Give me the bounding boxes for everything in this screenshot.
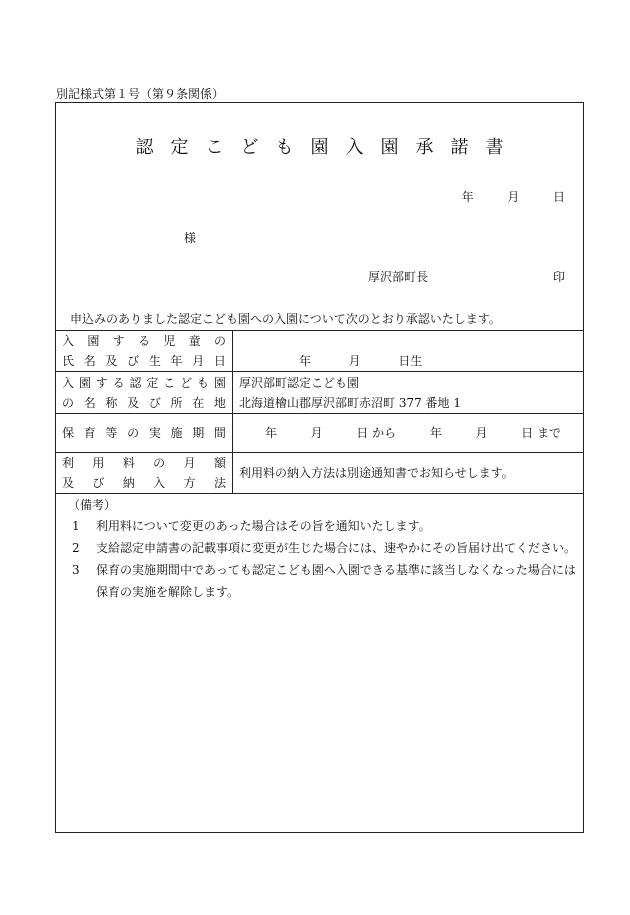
period-range: 年 月 日 から 年 月 日 まで (265, 426, 561, 440)
issuer-name: 厚沢部町長 (368, 270, 429, 284)
remarks-item (68, 559, 578, 603)
child-label (56, 331, 233, 371)
remarks-item (68, 537, 578, 559)
date-day: 日 (552, 190, 565, 204)
issue-date (462, 188, 565, 205)
seal-mark: 印 (552, 270, 565, 284)
remarks-item-number: 2 (72, 541, 80, 555)
fee-label-line2: 及 び 納 入 方 法 (62, 476, 226, 490)
remarks-item-number: 3 (72, 563, 80, 577)
remarks-heading: （備考） (68, 498, 117, 512)
facility-name: 厚沢部町認定こども園 (239, 375, 360, 390)
table-row-child (56, 331, 583, 371)
table-row-facility (56, 371, 583, 413)
period-value (233, 414, 583, 452)
facility-address: 北海道檜山郡厚沢部町赤沼町 377 番地 1 (239, 395, 461, 410)
date-month: 月 (507, 190, 520, 204)
birth-date: 年 月 日生 (299, 354, 423, 368)
remarks-item-text: 保育の実施期間中であっても認定こども園へ入園できる基準に該当しなくなった場合には保育の実施を解除します。 (96, 563, 576, 599)
child-value (233, 331, 583, 371)
fee-label (56, 453, 233, 493)
remarks-item-number: 1 (72, 519, 80, 533)
facility-label-line2: の 名 称 及 び 所 在 地 (62, 395, 226, 410)
table-row-period (56, 413, 583, 452)
date-year: 年 (461, 190, 474, 204)
document-title: 認定こども園入園承諾書 (135, 137, 521, 158)
remarks-item (68, 515, 578, 537)
form-frame (55, 102, 584, 833)
fee-text: 利用料の納入方法は別途通知書でお知らせします。 (239, 466, 514, 480)
child-label-line1: 入 園 す る 児 童 の (62, 334, 226, 348)
fee-value (233, 453, 583, 493)
intro-text: 申込みのありました認定こども園への入園について次のとおり承認いたします。 (70, 312, 501, 326)
remarks-section (68, 495, 578, 603)
facility-label-line1: 入 園 す る 認 定 こ ど も 園 (62, 375, 226, 390)
form-reference: 別記様式第１号（第９条関係） (56, 87, 225, 101)
facility-label (56, 372, 233, 413)
period-label (56, 414, 233, 452)
facility-value (233, 372, 583, 413)
period-label-line: 保 育 等 の 実 施 期 間 (62, 426, 226, 440)
details-table (56, 330, 583, 494)
fee-label-line1: 利 用 料 の 月 額 (62, 456, 226, 470)
remarks-item-text: 支給認定申請書の記載事項に変更が生じた場合には、速やかにその旨届け出てください。 (96, 541, 577, 555)
addressee-suffix: 様 (184, 231, 197, 245)
child-label-line2: 氏 名 及 び 生 年 月 日 (62, 354, 226, 368)
remarks-item-text: 利用料について変更のあった場合はその旨を通知いたします。 (96, 519, 431, 533)
table-row-fee (56, 452, 583, 493)
